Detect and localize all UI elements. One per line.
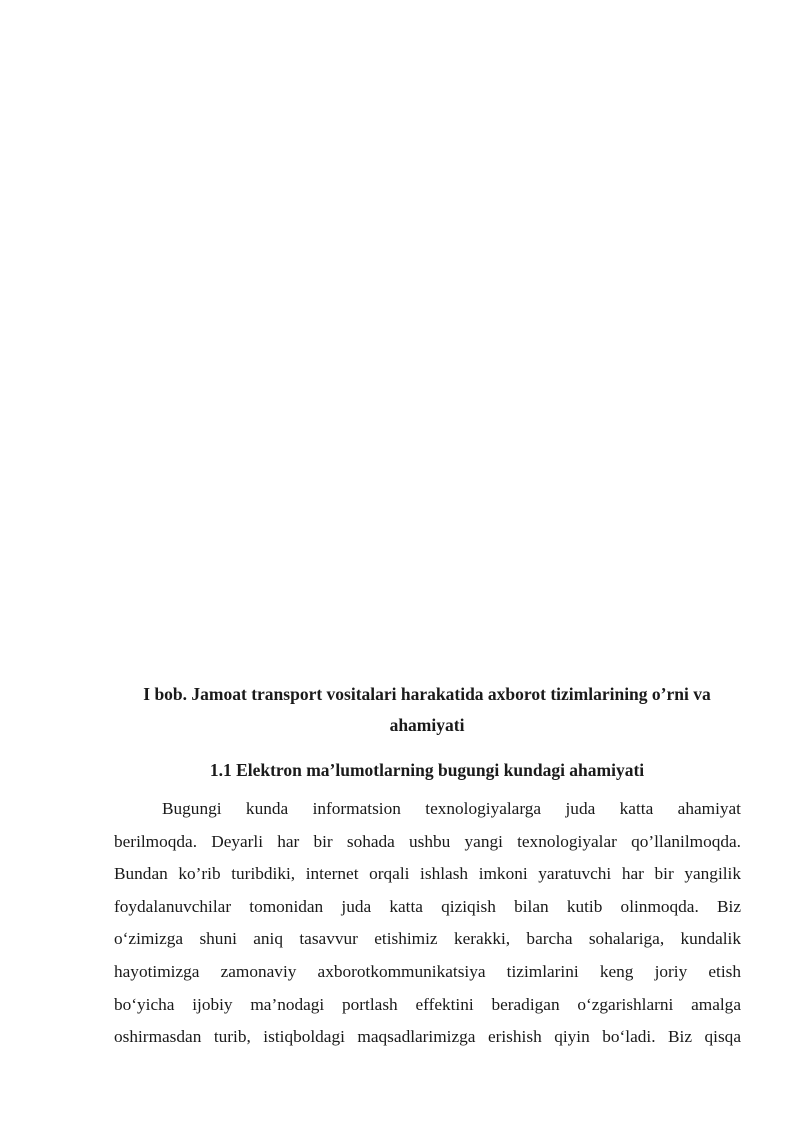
paragraph-line: Bundan ko’rib turibdiki, internet orqali ishlash imkoni yaratuvchi har bir yangilik — [114, 864, 741, 884]
paragraph-line: o‘zimizga shuni aniq tasavvur etishimiz kerakki, barcha sohalariga, kundalik — [114, 929, 741, 949]
paragraph-line: Bugungi kunda informatsion texnologiyalarga juda katta ahamiyat — [162, 799, 741, 818]
chapter-heading — [113, 679, 741, 741]
paragraph-line: foydalanuvchilar tomonidan juda katta qiziqish bilan kutib olinmoqda. Biz — [114, 896, 741, 916]
chapter-heading-line-1: I bob. Jamoat transport vositalari harakatida axborot tizimlarining o’rni va — [143, 684, 711, 704]
chapter-heading-line-2: ahamiyati — [389, 715, 465, 735]
paragraph-line: berilmoqda. Deyarli har bir sohada ushbu yangi texnologiyalar qo’llanilmoqda. — [114, 831, 741, 851]
paragraph-line: bo‘yicha ijobiy ma’nodagi portlash effektini beradigan o‘zgarishlarni amalga — [114, 994, 741, 1014]
section-heading: 1.1 Elektron ma’lumotlarning bugungi kundagi ahamiyati — [209, 760, 645, 780]
paragraph-line: oshirmasdan turib, istiqboldagi maqsadlarimizga erishish qiyin bo‘ladi. Biz qisqa — [114, 1027, 741, 1047]
paragraph-line: hayotimizga zamonaviy axborotkommunikatsiya tizimlarini keng joriy etish — [114, 961, 741, 981]
body-paragraph — [114, 793, 741, 1054]
